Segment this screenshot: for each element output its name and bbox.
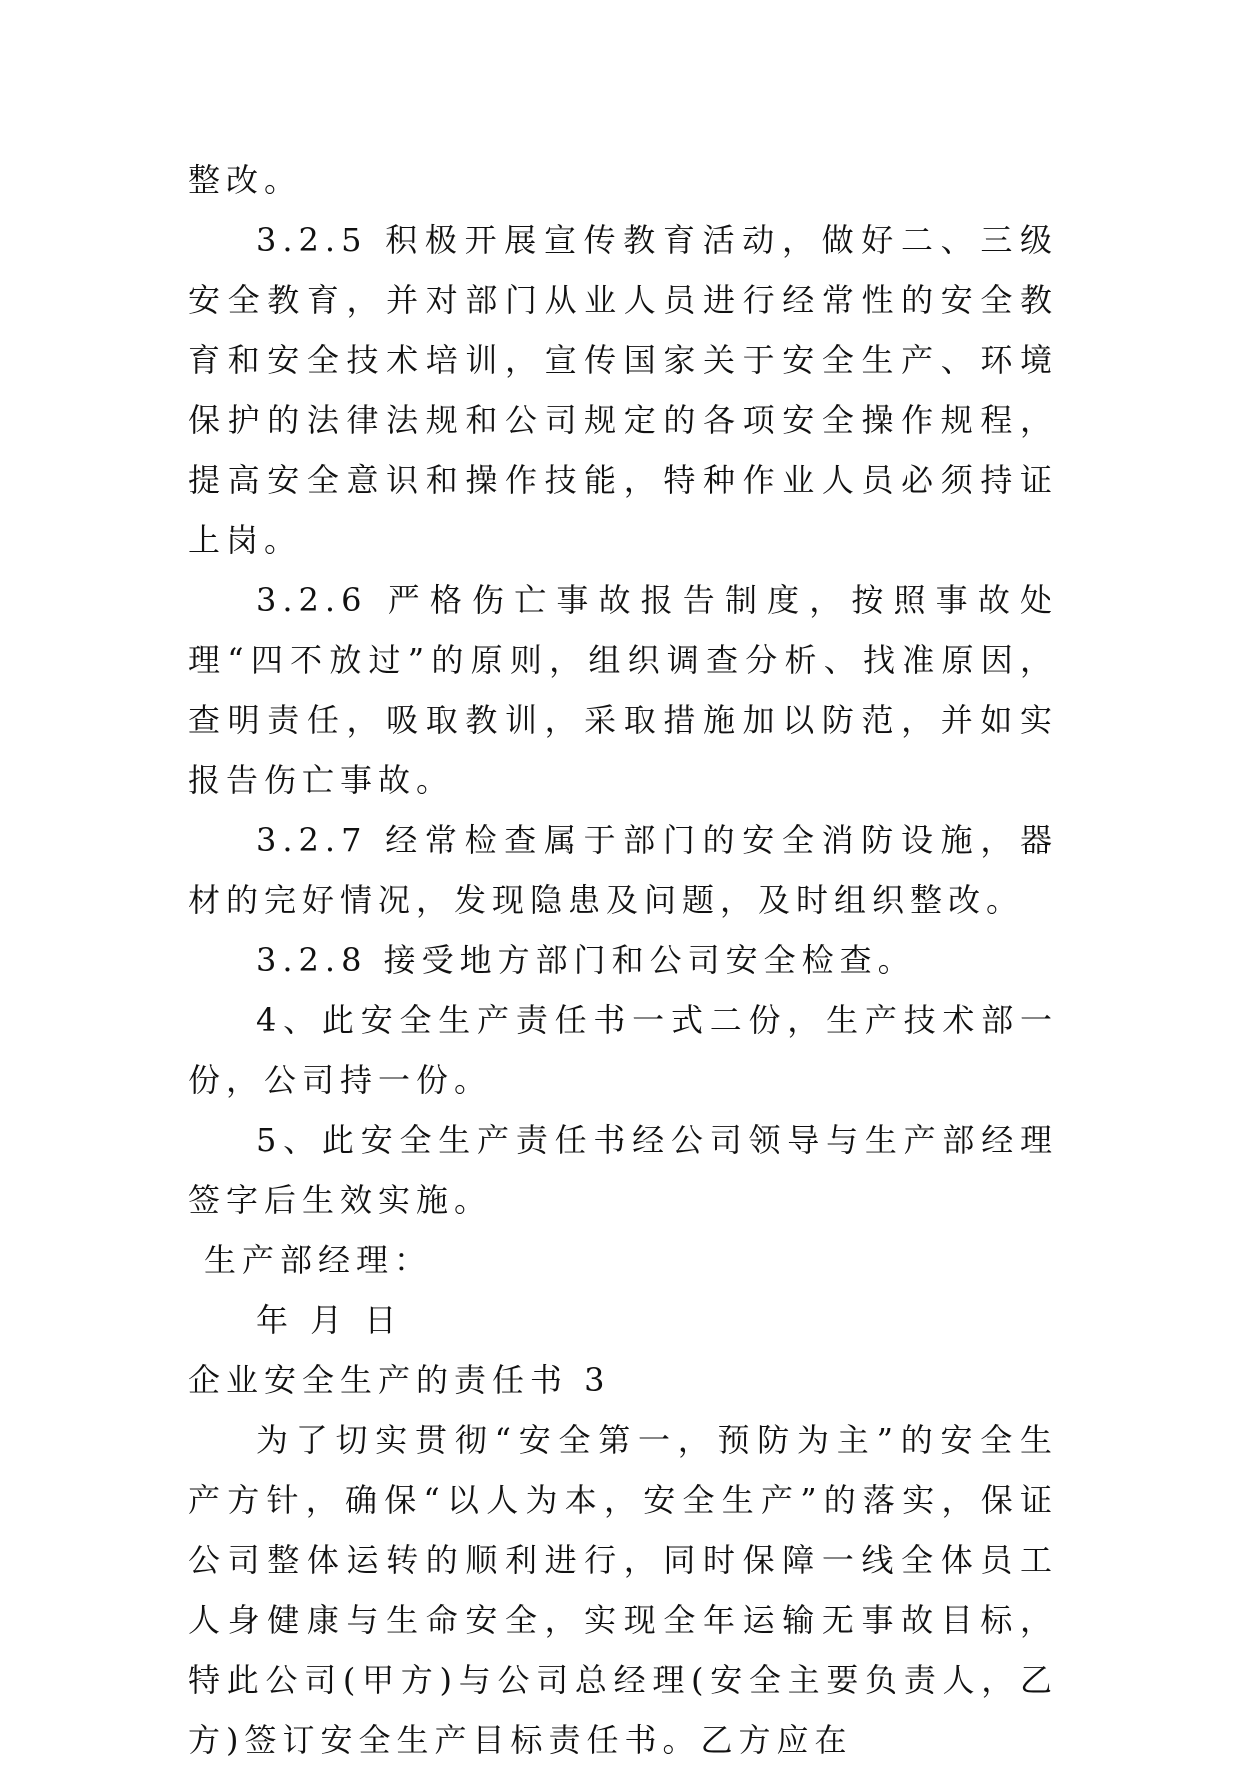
paragraph-item-4: 4、此安全生产责任书一式二份，生产技术部一份，公司持一份。: [188, 1001, 1058, 1099]
paragraph-continuation: 整改。: [188, 161, 303, 199]
paragraph-intro: 为了切实贯彻“安全第一，预防为主”的安全生产方针，确保“以人为本，安全生产”的落实，保证公司整体运转的顺利进行，同时保障一线全体员工人身健康与生命安全，实现全年运输无事故目标，特此公司(甲方)与公司总经理(安全主要负责人，乙方)签订安全生产目标责任书。乙方应在: [188, 1421, 1058, 1759]
section-heading: 企业安全生产的责任书 3: [188, 1361, 611, 1399]
paragraph-3-2-6: 3.2.6 严格伤亡事故报告制度，按照事故处理“四不放过”的原则，组织调查分析、找准原因，查明责任，吸取教训，采取措施加以防范，并如实报告伤亡事故。: [188, 581, 1058, 799]
signature-date-line: 年 月 日: [256, 1301, 403, 1339]
signature-manager-line: 生产部经理：: [204, 1241, 433, 1279]
paragraph-3-2-5: 3.2.5 积极开展宣传教育活动，做好二、三级安全教育，并对部门从业人员进行经常性的安全教育和安全技术培训，宣传国家关于安全生产、环境保护的法律法规和公司规定的各项安全操作规程，提高安全意识和操作技能，特种作业人员必须持证上岗。: [188, 221, 1058, 559]
paragraph-3-2-7: 3.2.7 经常检查属于部门的安全消防设施，器材的完好情况，发现隐患及问题，及时组织整改。: [188, 821, 1058, 919]
document-body: [188, 150, 1058, 1770]
paragraph-item-5: 5、此安全生产责任书经公司领导与生产部经理签字后生效实施。: [188, 1121, 1058, 1219]
paragraph-3-2-8: 3.2.8 接受地方部门和公司安全检查。: [256, 941, 916, 979]
